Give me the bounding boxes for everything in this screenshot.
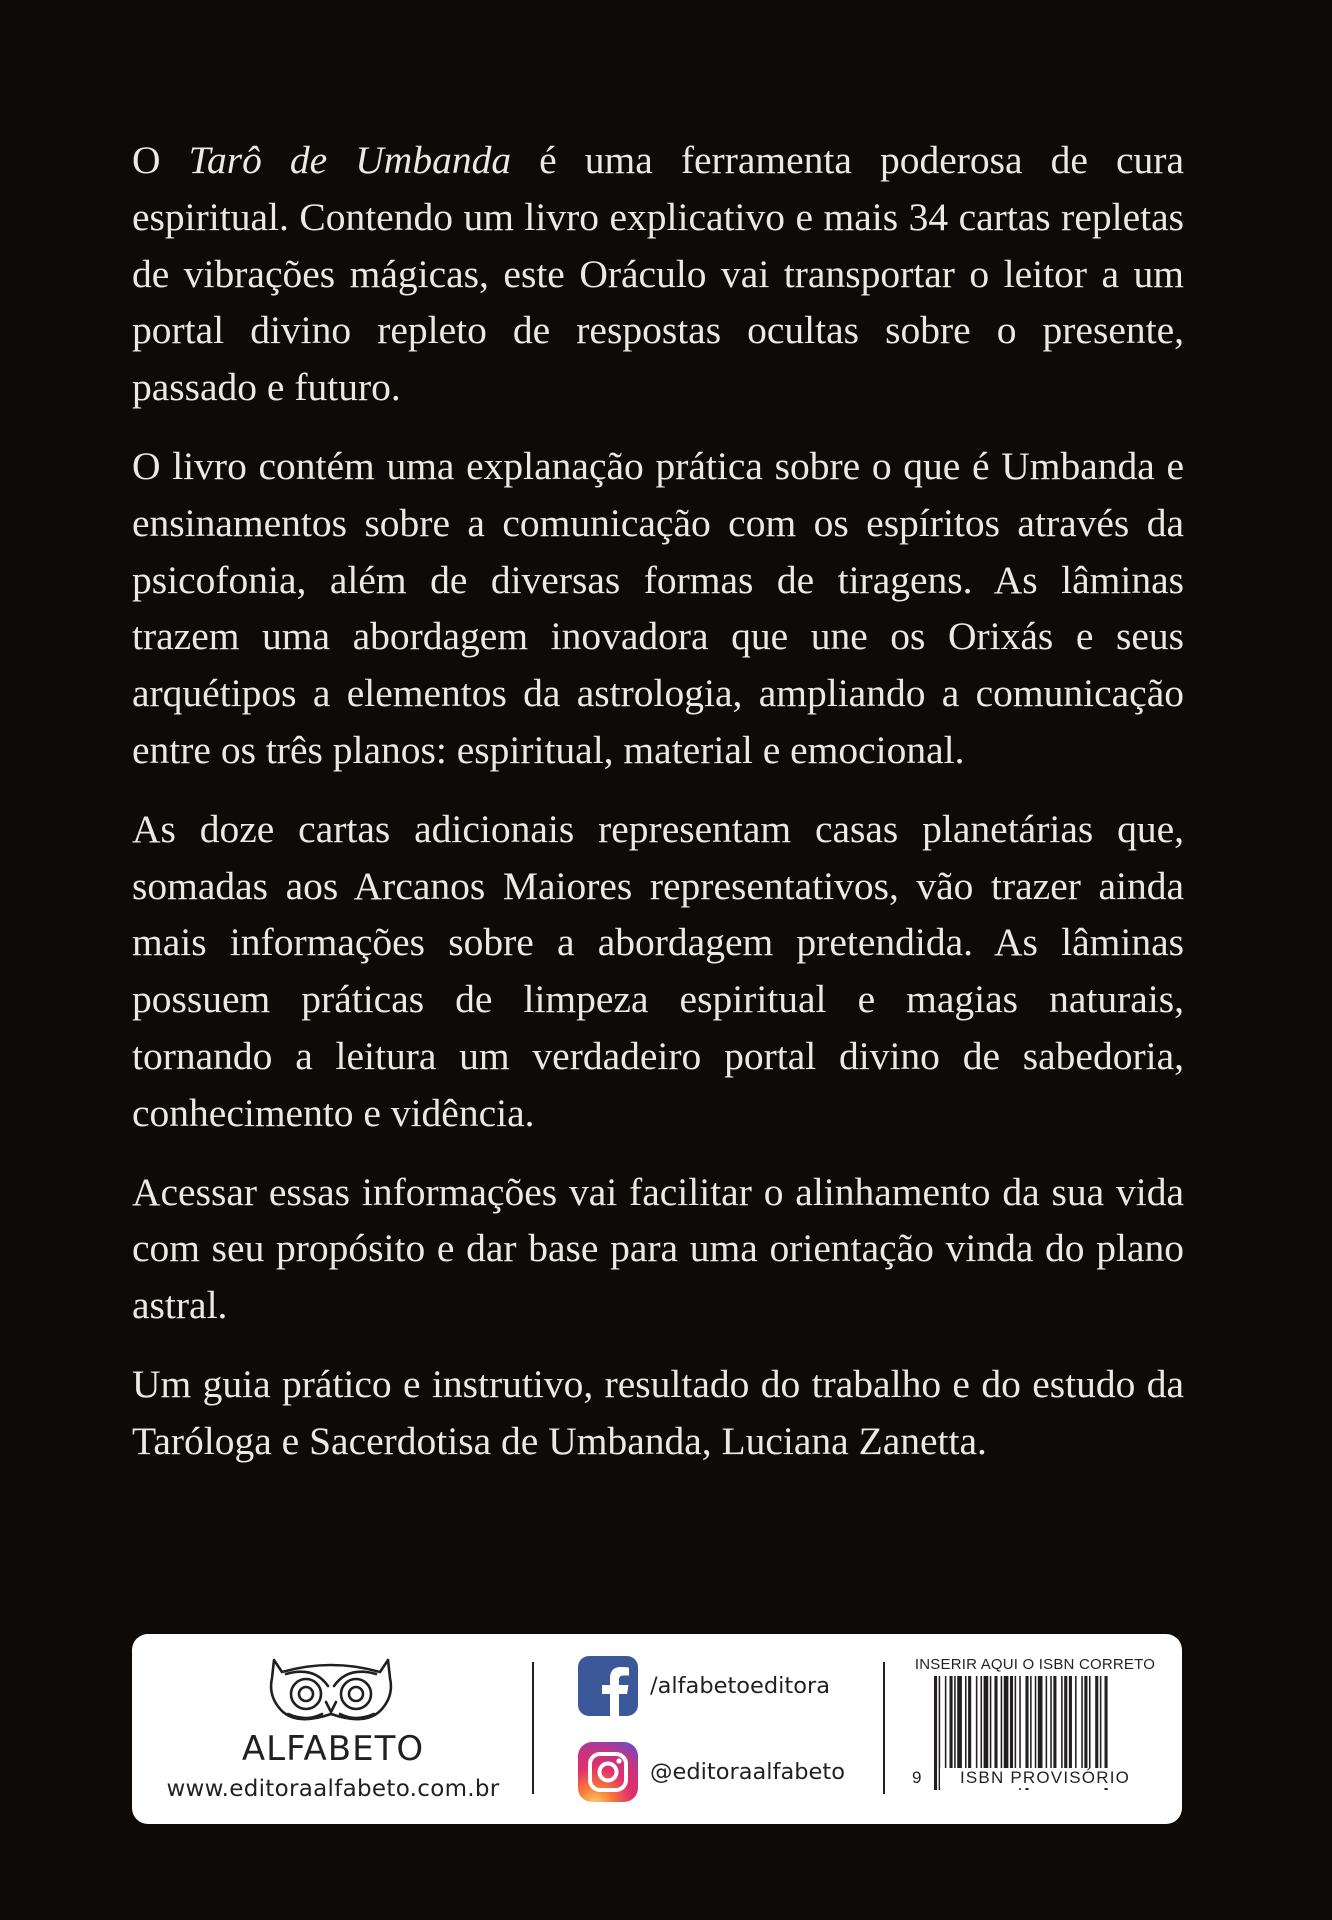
barcode-bar (1035, 1676, 1037, 1768)
instagram-row (578, 1742, 845, 1802)
facebook-icon (578, 1656, 638, 1716)
barcode-bar (1069, 1676, 1072, 1768)
barcode-bar (1015, 1676, 1017, 1768)
barcode-bar (945, 1676, 947, 1768)
barcode-bar (950, 1676, 953, 1768)
isbn-block (910, 1656, 1160, 1806)
panel-divider (532, 1662, 534, 1794)
instagram-handle: @editoraalfabeto (650, 1759, 845, 1785)
blurb-paragraph-5: Um guia prático e instrutivo, resultado do trabalho e do estudo da Taróloga e Sacerdotisa de Umbanda, Luciana Zanetta. (132, 1361, 1184, 1463)
panel-divider (883, 1662, 885, 1794)
publisher-website: www.editoraalfabeto.com.br (166, 1776, 500, 1802)
blurb-paragraph-2: O livro contém uma explanação prática sobre o que é Umbanda e ensinamentos sobre a comunicação com os espíritos através da psicofonia, além de diversas formas de tiragens. As lâminas trazem uma abordagem inovadora que une os Orixás e seus arquétipos a elementos da astrologia, ampliando a comunicação entre os três planos: espiritual, material e emocional. (132, 443, 1184, 772)
publisher-name: ALFABETO (241, 1729, 425, 1769)
barcode-bar (965, 1676, 967, 1768)
barcode-bar (1053, 1676, 1056, 1768)
barcode-bar (990, 1676, 992, 1768)
barcode-bar (984, 1676, 989, 1768)
back-cover-blurb (132, 132, 1184, 1492)
barcode-bar (1004, 1676, 1009, 1768)
barcode-bar (1100, 1676, 1102, 1768)
facebook-row (578, 1656, 830, 1716)
barcode-bar (1046, 1676, 1048, 1768)
book-title-italic: Tarô de Umbanda (188, 138, 512, 182)
blurb-p1-prefix: O (132, 138, 189, 182)
barcode-bar (1064, 1676, 1067, 1768)
barcode-bar (994, 1676, 997, 1768)
blurb-paragraph-4: Acessar essas informações vai facilitar o alinhamento da sua vida com seu propósito e dar base para uma orientação vinda do plano astral. (132, 1169, 1184, 1328)
barcode-bar (954, 1676, 956, 1768)
barcode-bar (1089, 1676, 1091, 1768)
barcode-bar (1038, 1676, 1043, 1768)
blurb-paragraph-3: As doze cartas adicionais representam casas planetárias que, somadas aos Arcanos Maiores representativos, vão trazer ainda mais informações sobre a abordagem pretendida. As lâminas possuem práticas de limpeza espiritual e magias naturais, tornando a leitura um verdadeiro portal divino de sabedoria, conhecimento e vidência. (132, 806, 1184, 1135)
barcode-bar (1081, 1676, 1083, 1768)
barcode-bar (934, 1676, 937, 1790)
barcode-bar (976, 1676, 978, 1768)
barcode-bar (1075, 1676, 1077, 1768)
instagram-icon (578, 1742, 638, 1802)
isbn-provisional-label: ISBN PROVISÓRIO (940, 1768, 1150, 1788)
publisher-info-panel (132, 1634, 1182, 1824)
owl-logo-icon (266, 1656, 396, 1728)
barcode-bar (1030, 1676, 1032, 1768)
blurb-p1-text: é uma ferramenta poderosa de cura espiritual. Contendo um livro explicativo e mais 34 cartas repletas de vibrações mágicas, este Oráculo vai transportar o leitor a um portal divino repleto de respostas ocultas sobre o presente, passado e futuro. (132, 138, 1184, 410)
isbn-placeholder-label: INSERIR AQUI O ISBN CORRETO (914, 1656, 1156, 1673)
barcode-bar (957, 1676, 962, 1768)
barcode-bar (1010, 1676, 1013, 1768)
barcode-bar (981, 1676, 983, 1768)
facebook-handle: /alfabetoeditora (650, 1673, 831, 1699)
barcode-bar (1061, 1676, 1063, 1768)
isbn-leading-digit: 9 (912, 1768, 922, 1787)
barcode-bar (968, 1676, 971, 1768)
blurb-paragraph-1 (132, 132, 1184, 416)
barcode-bar (1050, 1676, 1052, 1768)
barcode-bar (1001, 1676, 1003, 1768)
barcode-bar (1095, 1676, 1098, 1768)
barcode-bar (1084, 1676, 1087, 1768)
publisher-logo-block (132, 1634, 534, 1824)
